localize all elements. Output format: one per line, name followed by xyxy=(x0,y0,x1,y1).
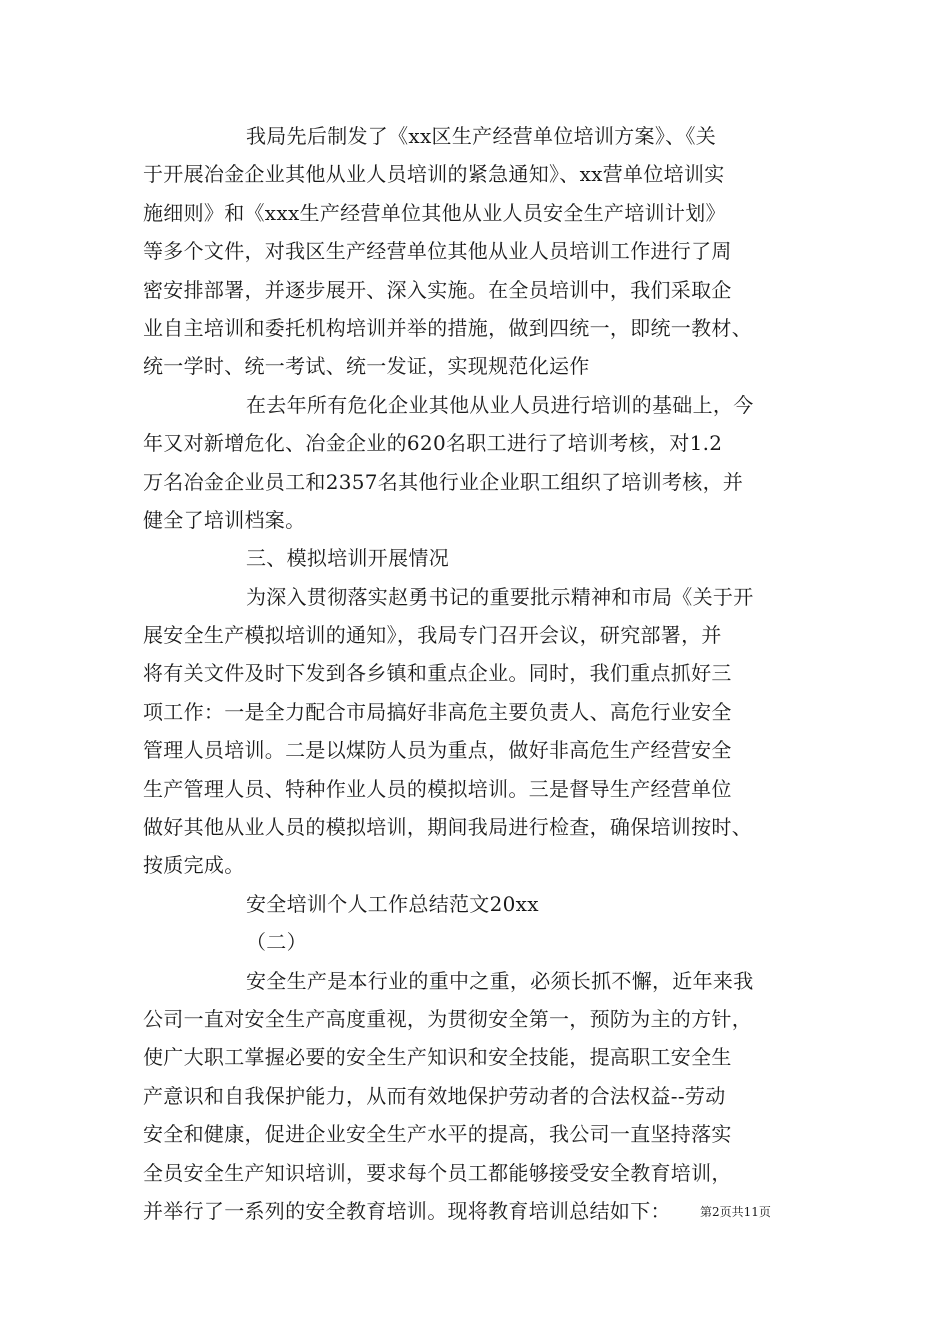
paragraph-line: 使广大职工掌握必要的安全生产知识和安全技能，提高职工安全生 xyxy=(143,1045,732,1070)
section-heading: 三、模拟培训开展情况 xyxy=(246,546,449,571)
paragraph-line: 公司一直对安全生产高度重视，为贯彻安全第一，预防为主的方针， xyxy=(143,1006,752,1031)
paragraph-line: 于开展冶金企业其他从业人员培训的紧急通知》、xx营单位培训实 xyxy=(143,162,725,187)
paragraph-line: 并举行了一系列的安全教育培训。现将教育培训总结如下： xyxy=(143,1198,671,1223)
paragraph-line: 施细则》和《xxx生产经营单位其他从业人员安全生产培训计划》 xyxy=(143,200,726,225)
paragraph-line: 健全了培训档案。 xyxy=(143,507,306,532)
paragraph-line: 生产管理人员、特种作业人员的模拟培训。三是督导生产经营单位 xyxy=(143,776,732,801)
paragraph-line: 项工作：一是全力配合市局搞好非高危主要负责人、高危行业安全 xyxy=(143,699,732,724)
paragraph-line: 安全和健康，促进企业安全生产水平的提高，我公司一直坚持落实 xyxy=(143,1122,732,1147)
page-number: 第2页共11页 xyxy=(700,1205,771,1219)
paragraph-line: 业自主培训和委托机构培训并举的措施，做到四统一，即统一教材、 xyxy=(143,315,752,340)
paragraph-line: 为深入贯彻落实赵勇书记的重要批示精神和市局《关于开 xyxy=(246,584,754,609)
paragraph-line: 全员安全生产知识培训，要求每个员工都能够接受安全教育培训， xyxy=(143,1160,732,1185)
paragraph-line: 按质完成。 xyxy=(143,853,245,878)
paragraph-line: 我局先后制发了《xx区生产经营单位培训方案》、《关 xyxy=(246,124,717,148)
paragraph-line: 做好其他从业人员的模拟培训，期间我局进行检查，确保培训按时、 xyxy=(143,815,752,840)
paragraph-line: 产意识和自我保护能力，从而有效地保护劳动者的合法权益--劳动 xyxy=(143,1083,726,1108)
paragraph-line: 将有关文件及时下发到各乡镇和重点企业。同时，我们重点抓好三 xyxy=(143,661,732,686)
paragraph-line: 展安全生产模拟培训的通知》，我局专门召开会议，研究部署，并 xyxy=(143,623,722,648)
paragraph-line: 年又对新增危化、冶金企业的620名职工进行了培训考核，对1.2 xyxy=(143,431,723,456)
paragraph-line: 管理人员培训。二是以煤防人员为重点，做好非高危生产经营安全 xyxy=(143,738,732,763)
document-body xyxy=(143,117,823,1230)
paragraph-line: 万名冶金企业员工和2357名其他行业企业职工组织了培训考核，并 xyxy=(143,469,744,494)
paragraph-line: 在去年所有危化企业其他从业人员进行培训的基础上，今 xyxy=(246,392,754,417)
article-subtitle: （二） xyxy=(246,930,307,955)
paragraph-line: 密安排部署，并逐步展开、深入实施。在全员培训中，我们采取企 xyxy=(143,277,732,302)
paragraph-line: 等多个文件，对我区生产经营单位其他从业人员培训工作进行了周 xyxy=(143,239,732,264)
article-title: 安全培训个人工作总结范文20xx xyxy=(246,891,539,916)
paragraph-line: 安全生产是本行业的重中之重，必须长抓不懈，近年来我 xyxy=(246,968,754,993)
paragraph-line: 统一学时、统一考试、统一发证，实现规范化运作 xyxy=(143,354,590,379)
